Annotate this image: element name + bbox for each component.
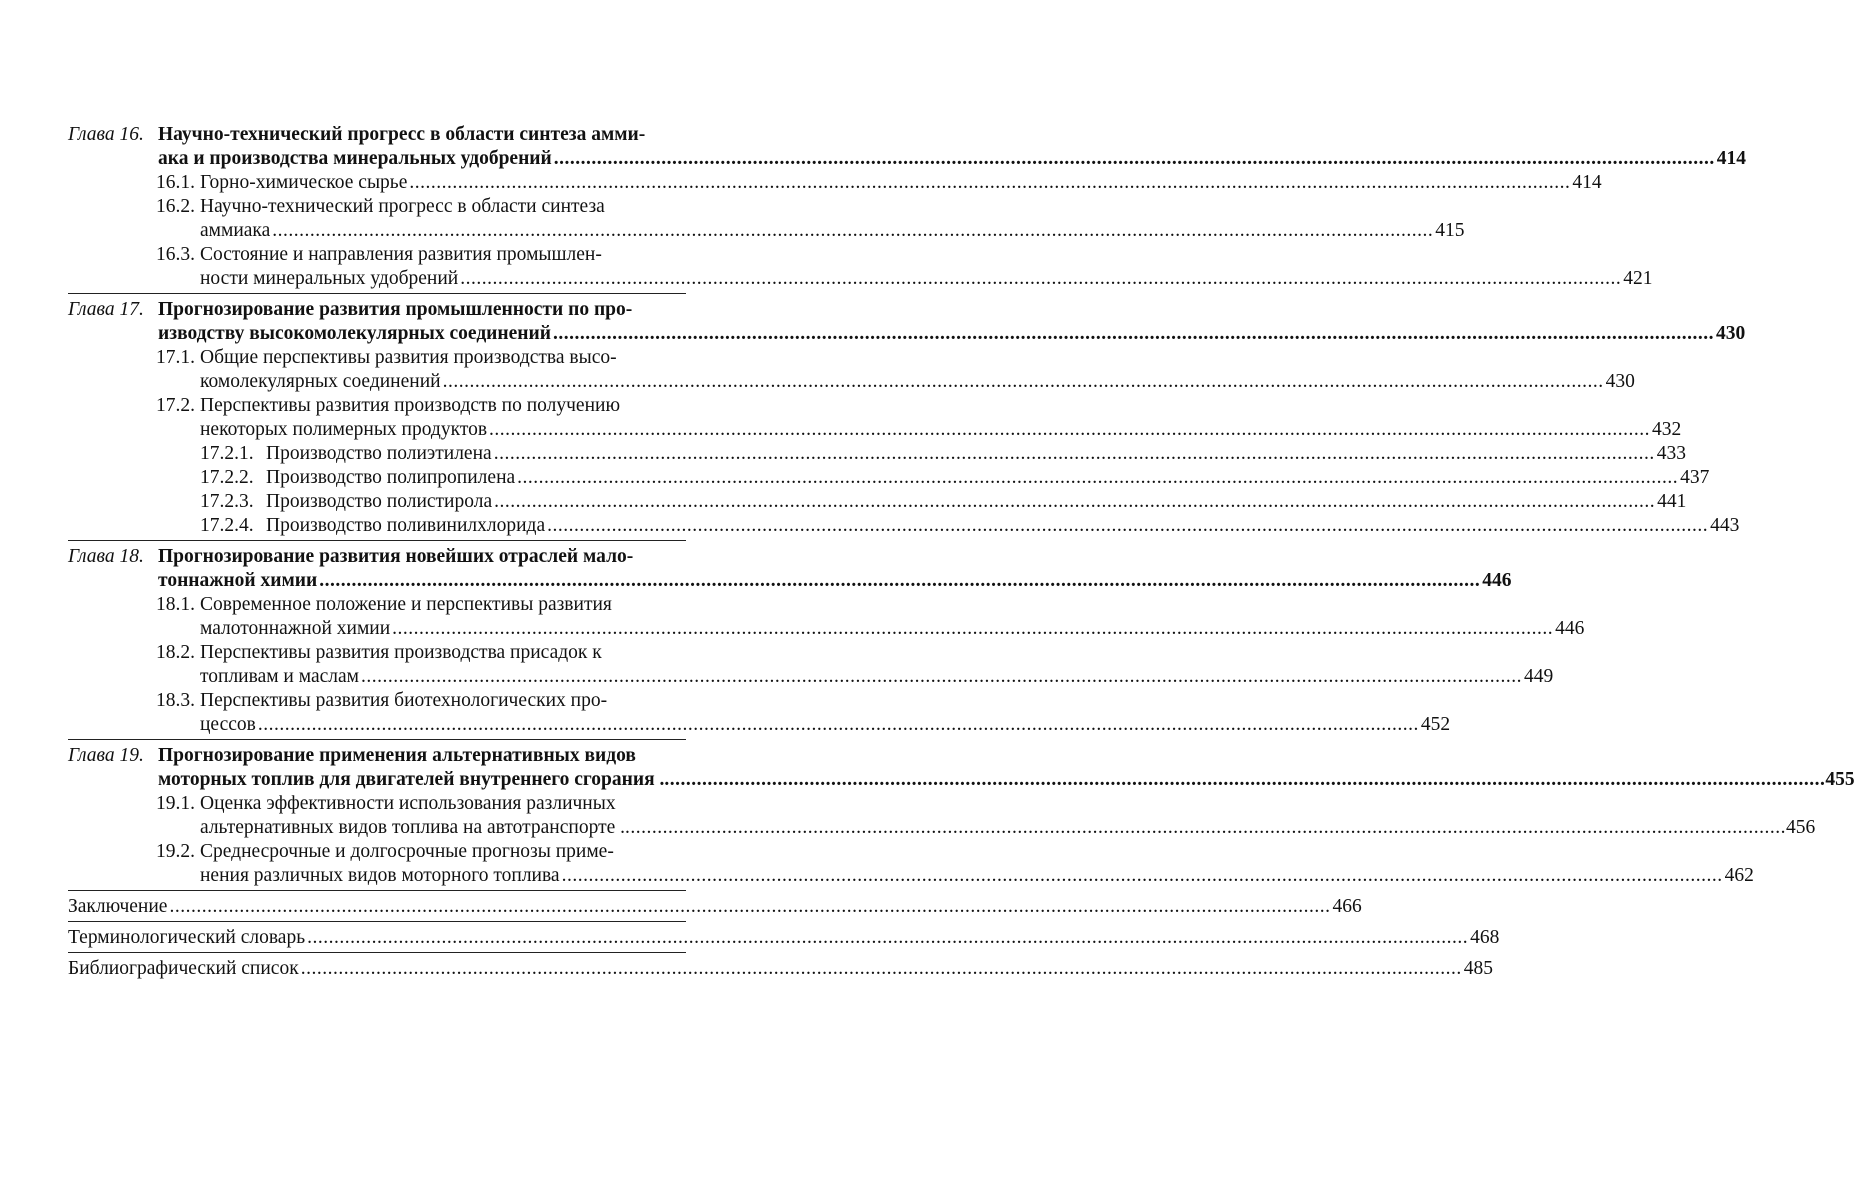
page-number: 455 xyxy=(1825,769,1855,790)
section-title-line: Перспективы развития производств по получению xyxy=(200,395,621,416)
chapter-prefix: Глава 19. xyxy=(68,745,144,766)
dot-leader xyxy=(664,768,1825,792)
back-matter-title: Терминологический словарь xyxy=(68,927,306,948)
chapter-title-line: Прогнозирование развития промышленности по про- xyxy=(158,299,633,320)
section-16-1 xyxy=(68,171,1602,195)
chapter-19 xyxy=(68,739,1855,888)
subsection-number: 17.2.1. xyxy=(200,443,254,464)
chapter-18 xyxy=(68,540,1585,737)
table-of-contents xyxy=(68,123,1855,981)
page-number: 485 xyxy=(1463,958,1493,979)
dot-leader xyxy=(552,147,1717,171)
dot-leader xyxy=(492,490,1657,514)
subsection-17-2-1 xyxy=(68,442,1686,466)
section-18-1 xyxy=(68,593,1585,641)
dot-leader xyxy=(560,864,1725,888)
page-number: 414 xyxy=(1572,172,1602,193)
dot-leader xyxy=(515,466,1680,490)
page-number: 441 xyxy=(1657,491,1687,512)
section-17-2 xyxy=(68,394,1682,442)
section-title-line: аммиака xyxy=(200,220,271,241)
chapter-title-line: моторных топлив для двигателей внутреннего сгорания . xyxy=(158,769,665,790)
section-title-line: Оценка эффективности использования различных xyxy=(200,793,616,814)
page-number: 462 xyxy=(1724,865,1754,886)
section-title-line: нения различных видов моторного топлива xyxy=(200,865,560,886)
section-title-line: Общие перспективы развития производства высо- xyxy=(200,347,617,368)
subsection-17-2-4 xyxy=(68,514,1740,538)
back-matter-title: Библиографический список xyxy=(68,958,299,979)
subsection-number: 17.2.2. xyxy=(200,467,254,488)
section-17-1 xyxy=(68,346,1635,394)
page-number: 415 xyxy=(1435,220,1465,241)
page-number: 430 xyxy=(1716,323,1746,344)
section-19-2 xyxy=(68,840,1754,888)
section-title-line: цессов xyxy=(200,714,256,735)
page-number: 430 xyxy=(1605,371,1635,392)
dot-leader xyxy=(359,665,1524,689)
chapter-title-line: ака и производства минеральных удобрений xyxy=(158,148,552,169)
section-18-2 xyxy=(68,641,1554,689)
section-title-line: альтернативных видов топлива на автотранспорте . xyxy=(200,817,626,838)
back-matter-title: Заключение xyxy=(68,896,168,917)
section-title-line: Научно-технический прогресс в области синтеза xyxy=(200,196,605,217)
section-number: 18.3. xyxy=(156,690,195,711)
chapter-prefix: Глава 18. xyxy=(68,546,144,567)
subsection-title: Производство полиэтилена xyxy=(266,443,492,464)
dot-leader xyxy=(625,816,1786,840)
section-title-line: малотоннажной химии xyxy=(200,618,391,639)
page-number: 421 xyxy=(1623,268,1653,289)
chapter-title-line: Прогнозирование применения альтернативных видов xyxy=(158,745,636,766)
section-title-line: Среднесрочные и долгосрочные прогнозы приме- xyxy=(200,841,614,862)
dot-leader xyxy=(167,895,1332,919)
section-title-line: топливам и маслам xyxy=(200,666,359,687)
subsection-17-2-2 xyxy=(68,466,1710,490)
section-title-line: ности минеральных удобрений xyxy=(200,268,459,289)
section-title: Горно-химическое сырье xyxy=(200,172,408,193)
section-number: 19.2. xyxy=(156,841,195,862)
section-19-1 xyxy=(68,792,1816,840)
subsection-title: Производство полистирола xyxy=(266,491,493,512)
page-number: 449 xyxy=(1524,666,1554,687)
section-18-3 xyxy=(68,689,1451,737)
page-number: 414 xyxy=(1716,148,1747,169)
dot-leader xyxy=(458,267,1623,291)
section-title-line: некоторых полимерных продуктов xyxy=(200,419,488,440)
dot-leader xyxy=(270,219,1435,243)
dot-leader xyxy=(551,322,1716,346)
chapter-title-line: Научно-технический прогресс в области синтеза амми- xyxy=(158,124,646,145)
page-number: 432 xyxy=(1652,419,1682,440)
page-number: 456 xyxy=(1786,817,1816,838)
page-number: 452 xyxy=(1420,714,1451,735)
dot-leader xyxy=(299,957,1464,981)
back-matter-bibliography xyxy=(68,952,1493,981)
chapter-prefix: Глава 16. xyxy=(68,124,144,145)
chapter-prefix: Глава 17. xyxy=(68,299,144,320)
section-number: 16.2. xyxy=(156,196,195,217)
dot-leader xyxy=(487,418,1652,442)
chapter-title-line: изводству высокомолекулярных соединений xyxy=(158,323,552,344)
dot-leader xyxy=(407,171,1572,195)
subsection-17-2-3 xyxy=(68,490,1687,514)
page-number: 446 xyxy=(1482,570,1512,591)
chapter-16 xyxy=(68,123,1747,291)
page-number: 446 xyxy=(1555,618,1585,639)
section-16-3 xyxy=(68,243,1653,291)
section-number: 18.2. xyxy=(156,642,195,663)
section-title-line: Современное положение и перспективы развития xyxy=(200,594,612,615)
back-matter-glossary xyxy=(68,921,1500,950)
page-number: 443 xyxy=(1710,515,1740,536)
page-number: 433 xyxy=(1656,443,1686,464)
subsection-number: 17.2.3. xyxy=(200,491,254,512)
section-16-2 xyxy=(68,195,1465,243)
chapter-title-line: тоннажной химии xyxy=(158,570,318,591)
page-number: 437 xyxy=(1680,467,1710,488)
dot-leader xyxy=(492,442,1657,466)
subsection-title: Производство полипропилена xyxy=(266,467,516,488)
section-number: 17.1. xyxy=(156,347,195,368)
dot-leader xyxy=(390,617,1555,641)
section-number: 16.1. xyxy=(156,172,195,193)
chapter-17 xyxy=(68,293,1746,538)
section-title-line: комолекулярных соединений xyxy=(200,371,441,392)
chapter-title-line: Прогнозирование развития новейших отраслей мало- xyxy=(158,546,634,567)
subsection-title: Производство поливинилхлорида xyxy=(266,515,546,536)
section-number: 16.3. xyxy=(156,244,195,265)
page-number: 466 xyxy=(1332,896,1362,917)
section-title-line: Состояние и направления развития промышлен- xyxy=(200,244,602,265)
dot-leader xyxy=(317,569,1482,593)
section-title-line: Перспективы развития производства присадок к xyxy=(200,642,602,663)
section-number: 19.1. xyxy=(156,793,195,814)
section-number: 18.1. xyxy=(156,594,195,615)
dot-leader xyxy=(545,514,1710,538)
dot-leader xyxy=(305,926,1470,950)
back-matter-conclusion xyxy=(68,890,1362,919)
subsection-number: 17.2.4. xyxy=(200,515,254,536)
section-title-line: Перспективы развития биотехнологических про- xyxy=(200,690,608,711)
dot-leader xyxy=(256,713,1421,737)
section-number: 17.2. xyxy=(156,395,195,416)
dot-leader xyxy=(441,370,1606,394)
page-number: 468 xyxy=(1470,927,1500,948)
